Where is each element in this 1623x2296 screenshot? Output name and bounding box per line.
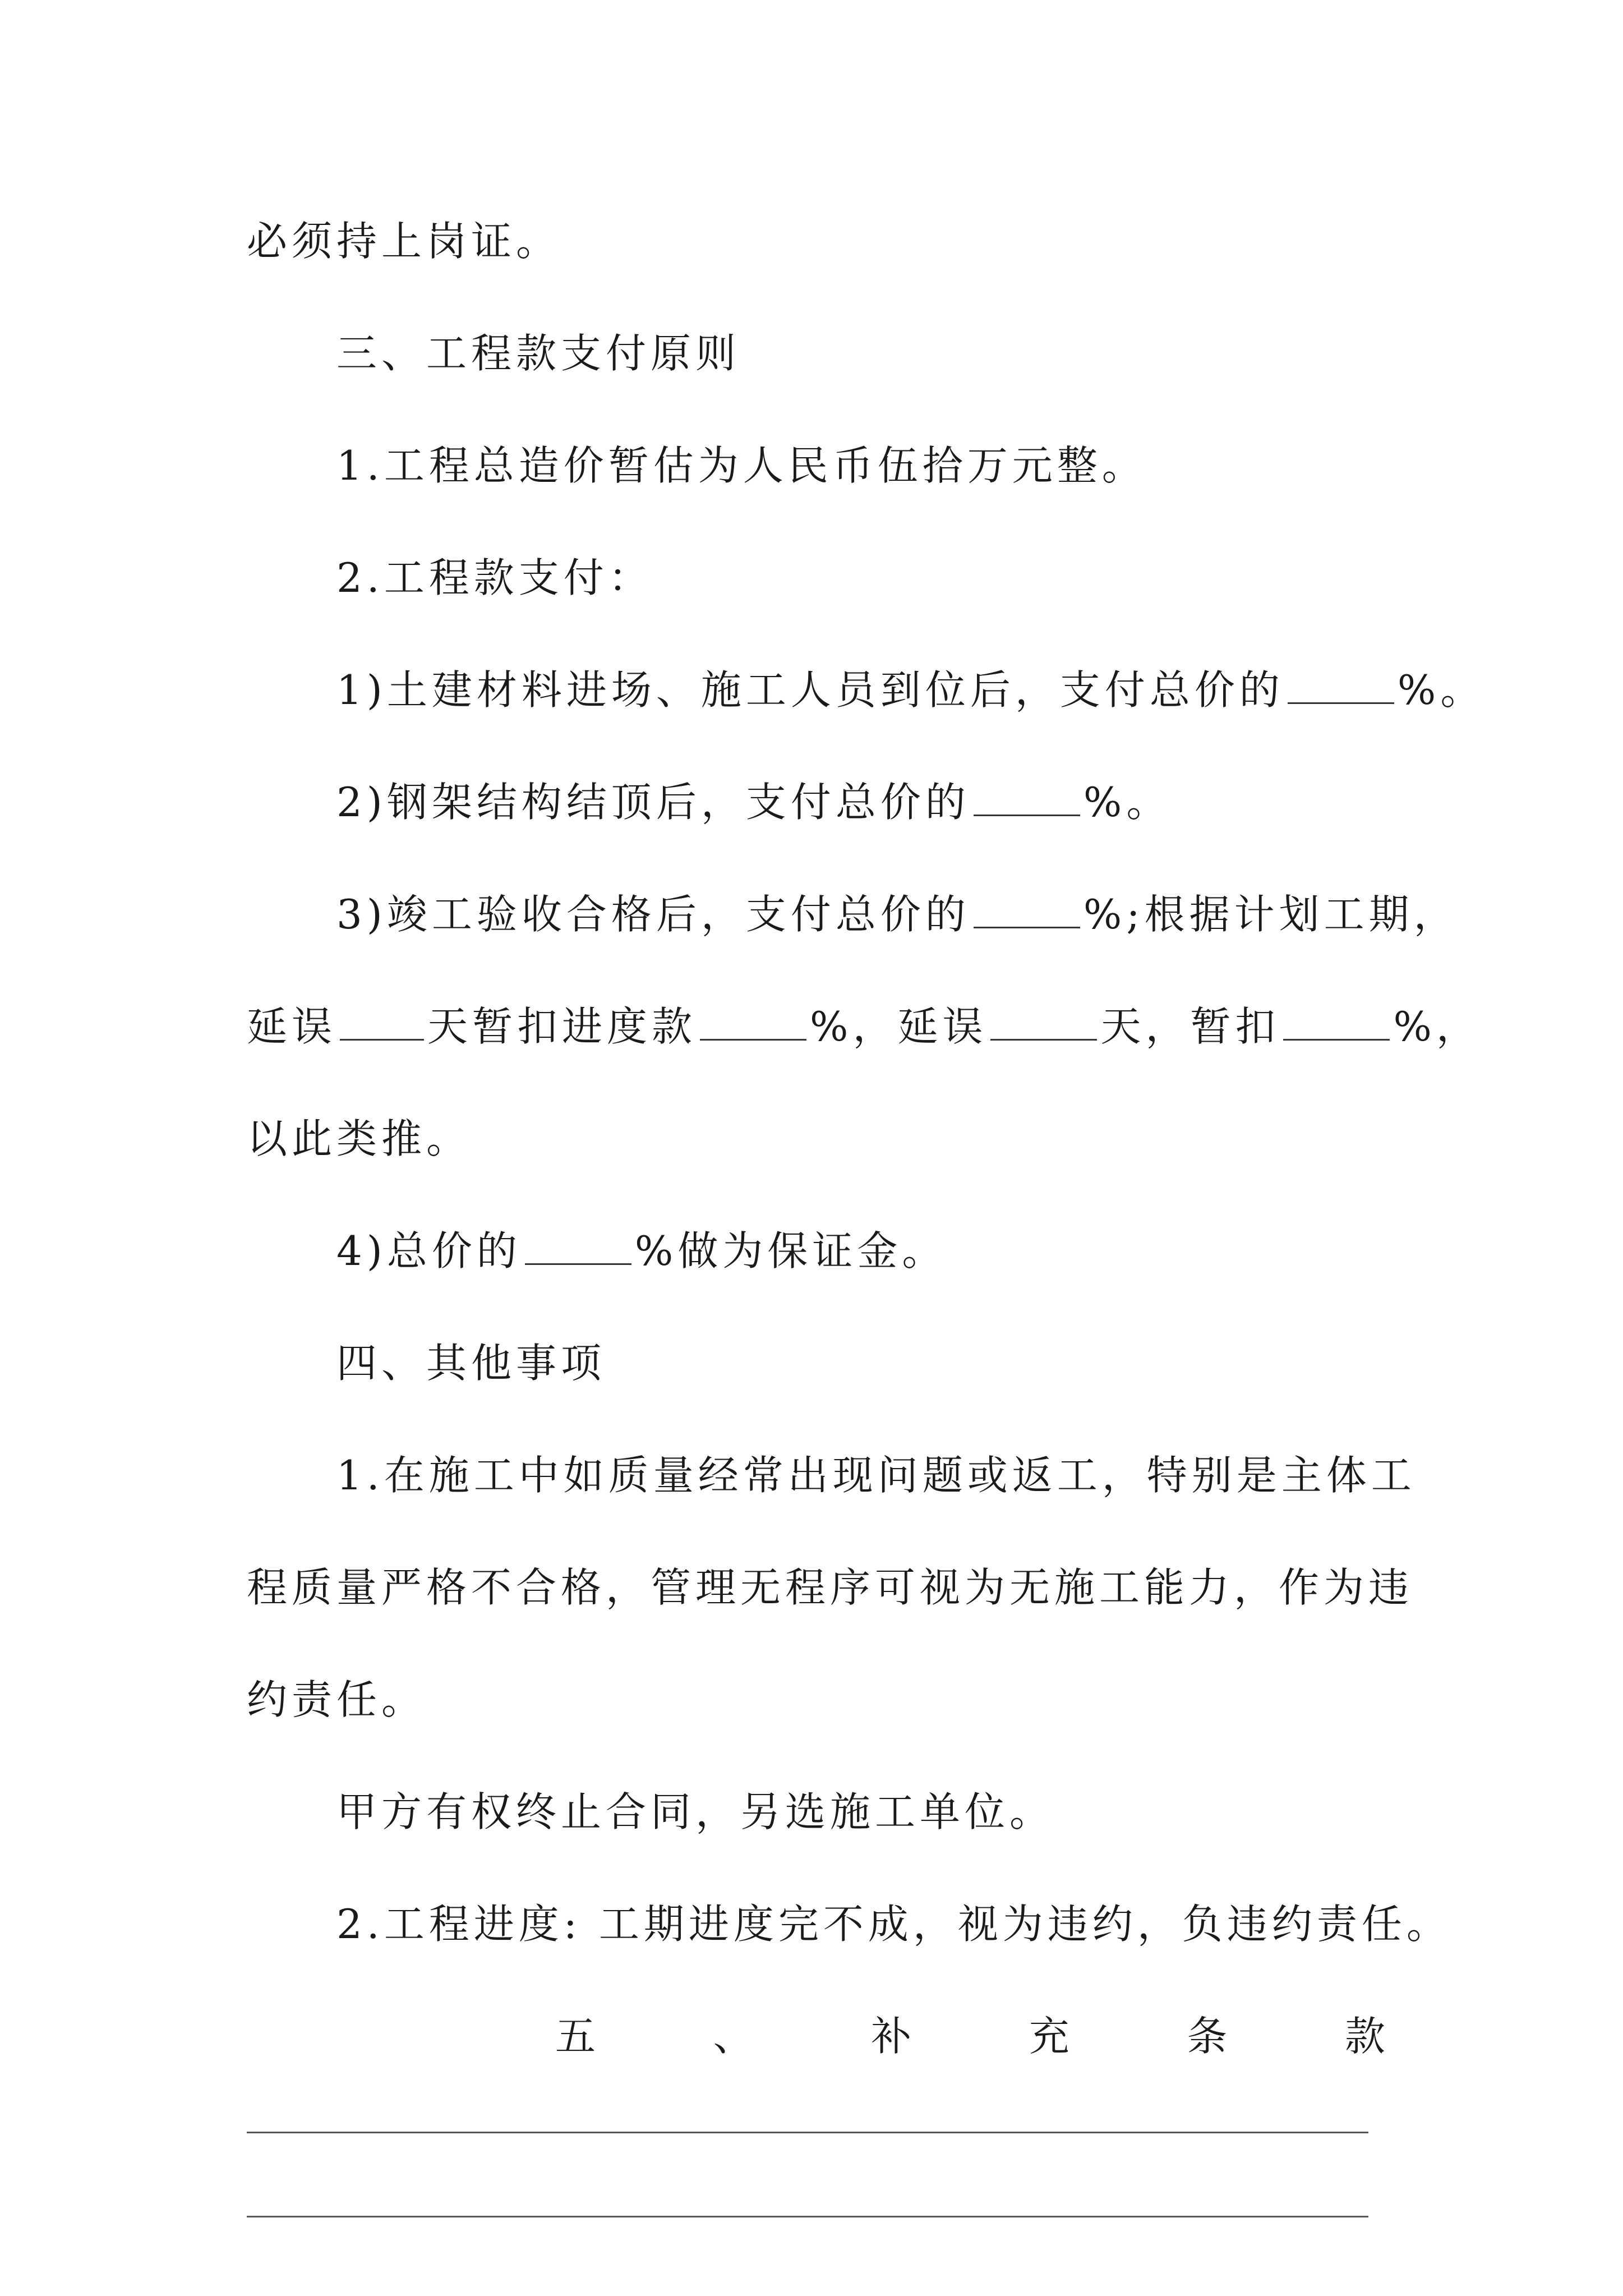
text: 2.工程款支付： (336, 554, 653, 601)
text: 四、其他事项 (336, 1340, 606, 1387)
blank-rule (247, 2216, 1368, 2217)
text: 三、工程款支付原则 (336, 330, 741, 377)
text: 天，暂扣 (1100, 1003, 1280, 1050)
text-line (247, 1559, 1413, 1616)
text-line (336, 1447, 1416, 1503)
section-heading-spread (555, 2008, 1385, 2064)
text-line (336, 1223, 947, 1279)
fill-blank (974, 893, 1080, 928)
text-line (336, 1896, 1451, 1952)
fill-blank (974, 781, 1080, 816)
text: 补 (871, 2013, 912, 2060)
text-line (336, 1784, 1054, 1840)
text-line (336, 662, 1485, 718)
text: %。 (1083, 779, 1172, 826)
fill-blank (1283, 1005, 1390, 1041)
text: 甲方有权终止合同，另选施工单位。 (336, 1788, 1055, 1835)
text-line (336, 550, 653, 606)
text: 条 (1187, 2013, 1228, 2060)
text: %;根据计划工期， (1083, 891, 1459, 938)
text-line (336, 886, 1459, 942)
text: 款 (1344, 2013, 1385, 2060)
fill-blank (340, 1005, 424, 1041)
text: 充 (1029, 2013, 1069, 2060)
text: 五 (555, 2013, 596, 2060)
text: %， (1393, 1003, 1481, 1050)
text: 必须持上岗证。 (247, 218, 561, 265)
fill-blank (1288, 669, 1394, 704)
text: 以此类推。 (247, 1115, 472, 1162)
text: 天暂扣进度款 (427, 1003, 697, 1050)
text: 程质量严格不合格，管理无程序可视为无施工能力，作为违 (247, 1564, 1414, 1611)
text: 3)竣工验收合格后，支付总价的 (336, 891, 970, 938)
fill-blank (990, 1005, 1097, 1041)
blank-rule (247, 2132, 1368, 2133)
text-line (336, 774, 1171, 830)
text-line (247, 1111, 471, 1167)
text: 2.工程进度: 工期进度完不成，视为违约，负违约责任。 (336, 1901, 1451, 1948)
text: 1.在施工中如质量经常出现问题或返工，特别是主体工 (336, 1452, 1416, 1499)
text: %做为保证金。 (634, 1227, 947, 1274)
text: 约责任。 (247, 1676, 427, 1723)
text: 1)土建材料进场、施工人员到位后，支付总价的 (336, 666, 1284, 714)
text: 、 (713, 2013, 754, 2060)
text: 延误 (247, 1003, 337, 1050)
text: 4)总价的 (336, 1227, 522, 1274)
section-heading (336, 1335, 606, 1391)
fill-blank (525, 1230, 631, 1265)
text: %。 (1397, 666, 1486, 714)
text: 2)钢架结构结顶后，支付总价的 (336, 779, 970, 826)
text-line (247, 213, 561, 269)
text-line (247, 999, 1481, 1055)
text: %，延误 (810, 1003, 988, 1050)
text-line (247, 1672, 426, 1728)
text: 1.工程总造价暂估为人民币伍拾万元整。 (336, 442, 1147, 489)
section-heading (336, 325, 740, 381)
fill-blank (700, 1005, 806, 1041)
text-line (336, 438, 1147, 494)
